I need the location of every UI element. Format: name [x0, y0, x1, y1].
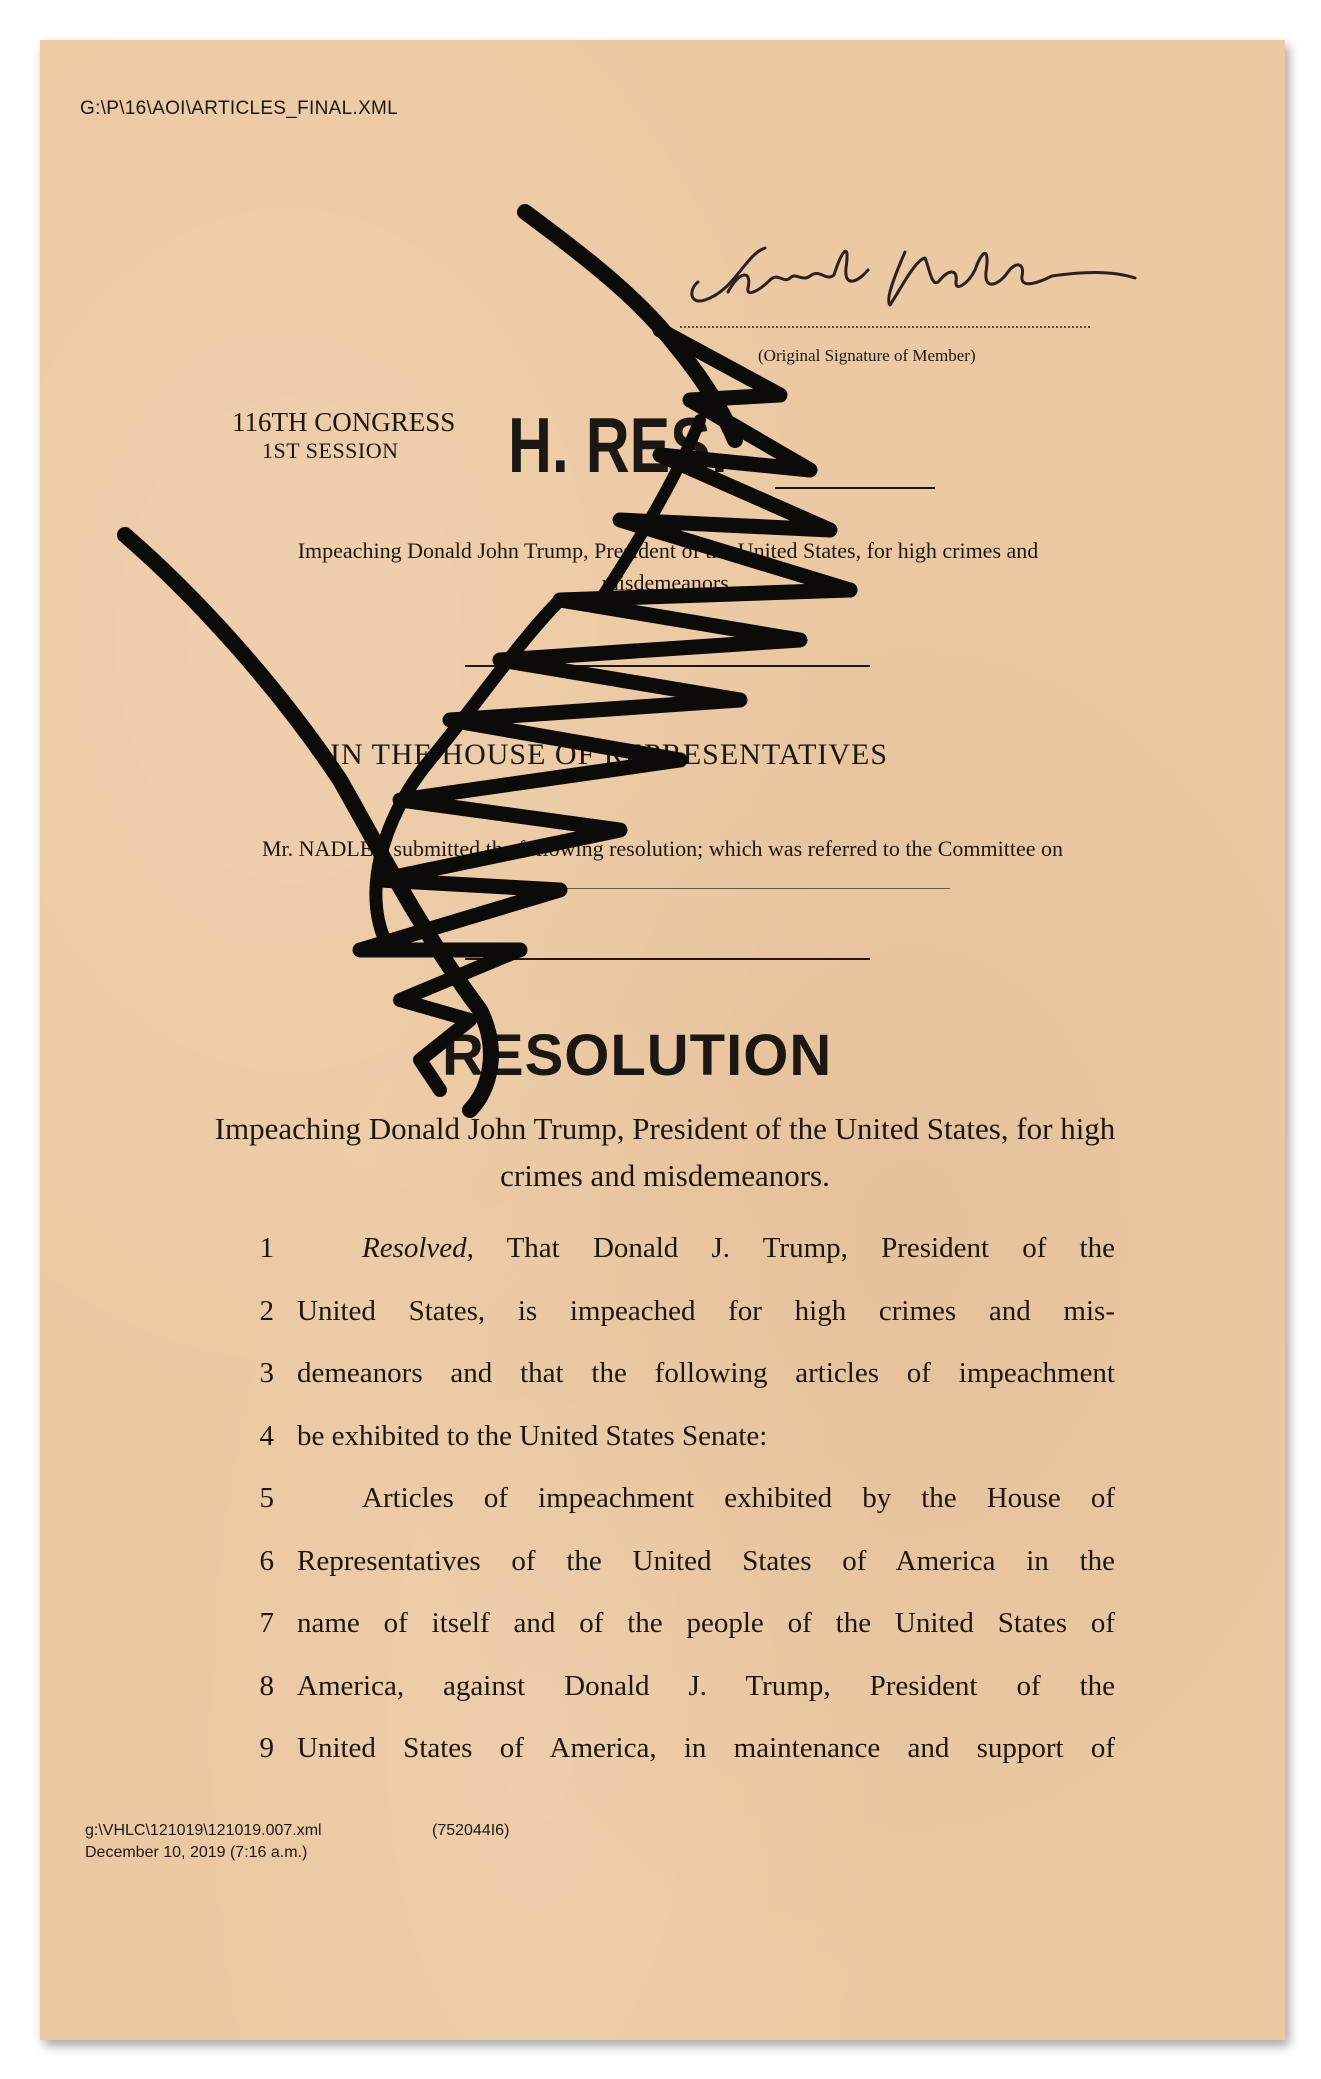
resolution-subtitle: Impeaching Donald John Trump, President of the United States, for high crimes and misdemeanors.	[214, 1111, 1116, 1193]
line-number: 9	[259, 1732, 274, 1764]
line-text: demeanors and that the following articles of impeachment	[297, 1357, 1115, 1389]
bill-number: H. RES.	[508, 401, 728, 489]
line-number: 8	[259, 1670, 274, 1702]
line-number: 7	[259, 1607, 274, 1639]
line-number: 4	[259, 1420, 274, 1452]
line-text: name of itself and of the people of the United States of	[297, 1607, 1115, 1639]
rule-bottom	[465, 958, 870, 960]
line-number: 1	[259, 1232, 274, 1264]
footer-job-number: (752044I6)	[432, 1822, 510, 1839]
resolved-word: Resolved,	[362, 1232, 474, 1264]
resolution-title: RESOLUTION	[442, 1023, 833, 1088]
file-path: G:\P\16\AOI\ARTICLES_FINAL.XML	[80, 98, 399, 119]
line-text: Resolved, That Donald J. Trump, President of the	[362, 1232, 1115, 1264]
committee-blank	[520, 888, 950, 889]
house-heading: IN THE HOUSE OF REPRESENTATIVES	[330, 738, 889, 771]
session-label: 1ST SESSION	[262, 438, 399, 463]
line-text: America, against Donald J. Trump, President of the	[297, 1670, 1115, 1702]
rule-top	[465, 665, 870, 667]
line-text: be exhibited to the United States Senate:	[297, 1420, 768, 1452]
line-number: 6	[259, 1545, 274, 1577]
congress-label: 116TH CONGRESS	[232, 407, 456, 437]
line-number: 2	[259, 1295, 274, 1327]
line-text: Articles of impeachment exhibited by the House of	[362, 1482, 1115, 1514]
footer-date: December 10, 2019 (7:16 a.m.)	[85, 1844, 308, 1861]
footer-xml-path: g:\VHLC\121019\121019.007.xml	[85, 1822, 322, 1839]
signature-caption: (Original Signature of Member)	[758, 346, 976, 365]
line-text: Representatives of the United States of America in the	[297, 1545, 1115, 1577]
line-text: United States, is impeached for high crimes and mis-	[297, 1295, 1115, 1327]
line-number: 5	[259, 1482, 274, 1514]
line-number: 3	[259, 1357, 274, 1389]
short-title: Impeaching Donald John Trump, President of the United States, for high crimes and misdemeanors.	[297, 538, 1039, 595]
bill-number-blank	[775, 487, 935, 489]
line-text: United States of America, in maintenance and support of	[297, 1732, 1115, 1764]
signature-line	[680, 326, 1090, 328]
referral-text: Mr. NADLER submitted the following resolution; which was referred to the Committee on	[262, 836, 1064, 861]
